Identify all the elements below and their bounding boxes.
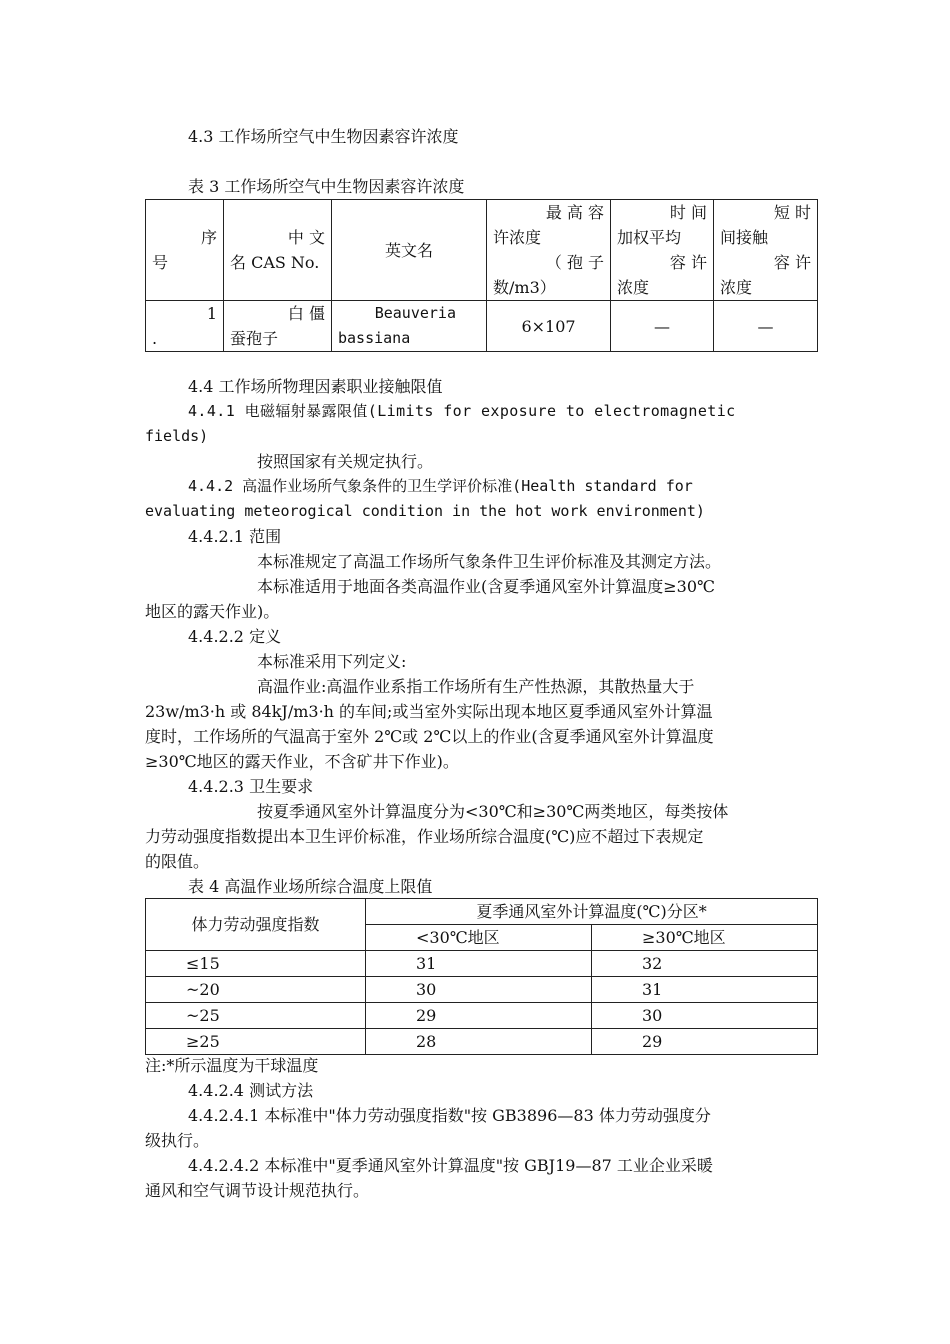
section-4-4-1-line2: fields) [145, 427, 209, 445]
table4-cell-index: ≤15 [146, 951, 366, 977]
section-4-4-2-4-2-line2: 通风和空气调节设计规范执行。 [145, 1181, 370, 1200]
table3-cell-max: 6×107 [487, 301, 611, 352]
en-cell-line2: bassiana [338, 329, 411, 347]
section-4-4-2-4-1-line2: 级执行。 [145, 1131, 210, 1150]
table3-header-max [487, 200, 611, 301]
st-header-line4: 浓度 [720, 278, 753, 297]
seq-header-line2: 号 [152, 253, 169, 272]
table3-header-st [714, 200, 818, 301]
section-4-4-2-2-p2d: ≥30℃地区的露天作业，不含矿井下作业)。 [145, 752, 459, 771]
section-4-3-heading: 4.3 工作场所空气中生物因素容许浓度 [188, 127, 459, 146]
max-header-line1: 最 高 容 [545, 203, 604, 222]
en-cell-line1: Beauveria [374, 304, 456, 322]
st-header-line1: 短 时 [773, 203, 811, 222]
cn-cell-line2: 蚕孢子 [230, 329, 279, 348]
table3-header-row [146, 200, 818, 301]
table4-cell-ge30: 29 [592, 1029, 818, 1055]
table-row [146, 301, 818, 352]
section-4-4-1-line1: 4.4.1 电磁辐射暴露限值(Limits for exposure to electromagnetic [188, 402, 736, 420]
table4-cell-ge30: 30 [592, 1003, 818, 1029]
table4-header-lt30: <30℃地区 [366, 925, 592, 951]
max-header-line2: 许浓度 [493, 228, 542, 247]
st-header-line3: 容 许 [773, 253, 811, 272]
section-4-4-2-4-block [145, 1053, 817, 1203]
table4-header-row1 [146, 899, 818, 925]
table3-header-twa [611, 200, 714, 301]
section-4-4-block [145, 374, 817, 899]
table4-header-group: 夏季通风室外计算温度(℃)分区* [366, 899, 818, 925]
table4-cell-lt30: 31 [366, 951, 592, 977]
section-4-4-2-3-p1c: 的限值。 [145, 852, 210, 871]
table4-cell-ge30: 31 [592, 977, 818, 1003]
section-4-4-2-3-p1a: 按夏季通风室外计算温度分为<30℃和≥30℃两类地区，每类按体 [257, 802, 729, 821]
section-4-4-2-line2: evaluating meteorogical condition in the hot work environment) [145, 502, 705, 520]
max-header-line4: 数/m3） [493, 278, 556, 297]
section-4-4-2-3-heading: 4.4.2.3 卫生要求 [188, 777, 314, 796]
table4-cell-ge30: 32 [592, 951, 818, 977]
twa-header-line2: 加权平均 [617, 228, 682, 247]
section-4-4-2-1-p2a: 本标准适用于地面各类高温作业(含夏季通风室外计算温度≥30℃ [257, 577, 715, 596]
section-4-4-2-1-p1: 本标准规定了高温工作场所气象条件卫生评价标准及其测定方法。 [257, 552, 722, 571]
section-4-4-1-body: 按照国家有关规定执行。 [257, 452, 434, 471]
section-4-4-2-2-p1: 本标准采用下列定义: [257, 652, 407, 671]
table3-header-en [332, 200, 487, 301]
table4-caption: 表 4 高温作业场所综合温度上限值 [188, 877, 433, 896]
table4-header-index: 体力劳动强度指数 [146, 899, 366, 951]
table3 [145, 199, 818, 352]
table4-cell-lt30: 30 [366, 977, 592, 1003]
table-row [146, 1003, 818, 1029]
seq-header-line1: 序 [200, 228, 217, 247]
table-row [146, 1029, 818, 1055]
twa-header-line1: 时 间 [669, 203, 707, 222]
table4-cell-index: ~25 [146, 1003, 366, 1029]
st-header-line2: 间接触 [720, 228, 769, 247]
section-4-4-2-4-2-line1: 4.4.2.4.2 本标准中"夏季通风室外计算温度"按 GBJ19—87 工业企业采暖 [188, 1156, 713, 1175]
seq-cell-line1: 1 [206, 304, 217, 323]
table3-cell-seq [146, 301, 224, 352]
en-header: 英文名 [384, 240, 433, 260]
max-header-line3: （ 孢 子 [545, 253, 604, 272]
table-row [146, 977, 818, 1003]
table3-caption: 表 3 工作场所空气中生物因素容许浓度 [188, 177, 465, 196]
table3-cell-st: — [714, 301, 818, 352]
table3-cell-en [332, 301, 487, 352]
table4-cell-index: ~20 [146, 977, 366, 1003]
twa-header-line3: 容 许 [669, 253, 707, 272]
table3-cell-twa: — [611, 301, 714, 352]
table4-cell-lt30: 28 [366, 1029, 592, 1055]
section-4-4-2-2-heading: 4.4.2.2 定义 [188, 627, 282, 646]
table4-cell-lt30: 29 [366, 1003, 592, 1029]
section-4-4-2-1-heading: 4.4.2.1 范围 [188, 527, 282, 546]
section-4-4-2-4-heading: 4.4.2.4 测试方法 [188, 1081, 314, 1100]
table3-header-cn [224, 200, 332, 301]
section-4-4-2-1-p2b: 地区的露天作业)。 [145, 602, 280, 621]
section-4-4-2-3-p1b: 力劳动强度指数提出本卫生评价标准，作业场所综合温度(℃)应不超过下表规定 [145, 827, 704, 846]
section-4-4-2-2-p2a: 高温作业:高温作业系指工作场所有生产性热源，其散热量大于 [257, 677, 695, 696]
section-4-4-heading: 4.4 工作场所物理因素职业接触限值 [188, 377, 443, 396]
table4-cell-index: ≥25 [146, 1029, 366, 1055]
cn-cell-line1: 白 僵 [287, 304, 325, 323]
twa-header-line4: 浓度 [617, 278, 650, 297]
section-4-4-2-4-1-line1: 4.4.2.4.1 本标准中"体力劳动强度指数"按 GB3896—83 体力劳动强度分 [188, 1106, 711, 1125]
seq-cell-line2: . [152, 329, 158, 348]
table3-cell-cn [224, 301, 332, 352]
section-4-4-2-2-p2c: 度时，工作场所的气温高于室外 2℃或 2℃以上的作业(含夏季通风室外计算温度 [145, 727, 714, 746]
section-4-4-2-line1: 4.4.2 高温作业场所气象条件的卫生学评价标准(Health standard for [188, 477, 693, 495]
section-4-4-2-2-p2b: 23w/m3·h 或 84kJ/m3·h 的车间;或当室外实际出现本地区夏季通风室外计算温 [145, 702, 713, 721]
table3-header-seq [146, 200, 224, 301]
table4-header-ge30: ≥30℃地区 [592, 925, 818, 951]
cn-header-line1: 中 文 [287, 228, 325, 247]
table4 [145, 898, 818, 1055]
table4-note: 注:*所示温度为干球温度 [145, 1056, 319, 1075]
table-row [146, 951, 818, 977]
cn-header-line2: 名 CAS No. [230, 253, 320, 272]
